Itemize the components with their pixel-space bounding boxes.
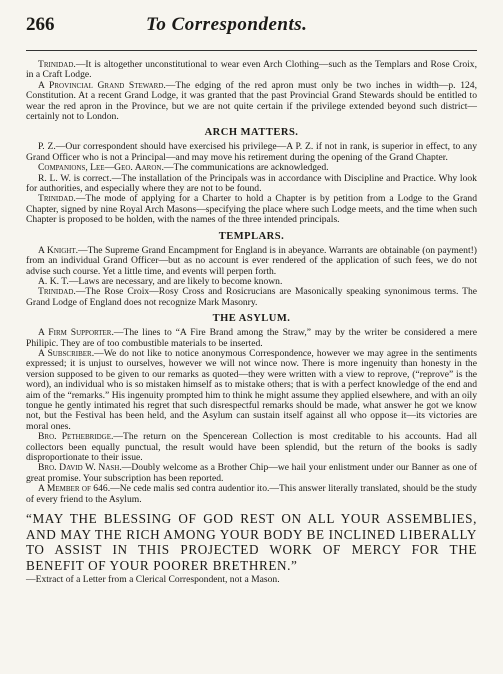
paragraph-trinidad-rosecroix: Trinidad.—The Rose Croix—Rosy Cross and Rosicrucians are Masonically speaking synonimous terms. The Grand Lodge of England does not recognize Mark Masonry.: [26, 286, 477, 308]
paragraph-knight: A Knight.—The Supreme Grand Encampment for England is in abeyance. Warrants are obtainable (on payment!) from an individual Grand Officer—but as no account is ever rendered of the application of such fees, we do not advise such course. Yet a little time, and events will perpen forth.: [26, 244, 478, 277]
paragraph-trinidad-charter: Trinidad.—The mode of applying for a Charter to hold a Chapter is by petition from a Lodge to the Grand Chapter, signed by nine Royal Arch Masons—specifying the place where such Lodge meets, and the time when such Chapter is proposed to be holden, with the names of the three intended principals.: [26, 193, 477, 226]
paragraph-akt: A. K. T.—Laws are necessary, and are likely to become known.: [38, 275, 283, 287]
page-number: 266: [26, 14, 55, 35]
paragraph-member-646: A Member of 646.—Ne cede malis sed contra audentior ito.—This answer literally translated, should be the study of every friend to the Asylum.: [26, 483, 477, 505]
running-title: To Correspondents.: [146, 14, 308, 35]
paragraph-nash: Bro. David W. Nash.—Doubly welcome as a Brother Chip—we hail your enlistment under our Banner as one of great promise. Your subscription has been reported.: [26, 462, 478, 484]
section-heading-templars: TEMPLARS.: [218, 230, 285, 242]
paragraph-rlw: R. L. W. is correct.—The installation of the Principals was in accordance with Discipline and Practice. Why look for authorities, and especially where they are not to be found.: [26, 172, 477, 195]
paragraph-subscriber: A Subscriber.—We do not like to notice anonymous Correspondence, however we may agree in the sentiments expressed; it is unjust to ourselves, however we will not wince now. There is more ingenuity than honesty in the version supposed to be given to our remarks as quoted—they were written with a view to reprove, (“reprove” is the word), an individual who is so mistaken himself as to mistake others; that is with a perfect knowledge of the end and aim of the “remarks.” His ingenuity prompted him to think he might assume they applied elsewhere, and with an oily tongue he gently intimated his regret that such disrespectful remarks should be made, what answer he got we know not, but the Festival has been held, and the Asylum can sustain itself against all who oppose it—its victories are moral ones.: [26, 347, 478, 432]
blessing-quote: “MAY THE BLESSING OF GOD REST ON ALL YOUR ASSEMBLIES, AND MAY THE RICH AMONG YOUR BODY BE INCLINED LIBERALLY TO ASSIST IN THIS PROJECTED WORK OF MERCY FOR THE BENEFIT OF YOUR POORER BRETHREN.”: [26, 511, 477, 573]
paragraph-firm-supporter: A Firm Supporter.—The lines to “A Fire Brand among the Straw,” may by the writer be considered a mere Philipic. They are of too combustible materials to be inserted.: [26, 327, 477, 349]
section-heading-asylum: THE ASYLUM.: [212, 313, 291, 325]
paragraph-trinidad-clothing: Trinidad.—It is altogether unconstitutional to wear even Arch Clothing—such as the Templars and Rose Croix, in a Craft Lodge.: [26, 59, 477, 81]
paragraph-pethebridge: Bro. Pethebridge.—The return on the Spencerean Collection is most creditable to his accounts. Had all collectors been equally punctual, the result would have been splendid, but the return of the books is sadly disproportionate to their issue.: [26, 431, 477, 463]
section-heading-arch: ARCH MATTERS.: [204, 127, 299, 139]
page-header: [26, 14, 477, 44]
paragraph-pz: P. Z.—Our correspondent should have exercised his privilege—A P. Z. if not in rank, is superior in effect, to any Grand Officer who is not a Principal—and may move his retirement during the opening of the Grand Chapter.: [26, 141, 478, 163]
quote-attribution: —Extract of a Letter from a Clerical Correspondent, not a Mason.: [26, 574, 280, 586]
paragraph-companions: Companions, Lee—Geo. Aaron.—The communications are acknowledged.: [38, 162, 329, 174]
header-rule: [26, 50, 477, 51]
paragraph-provincial-steward: A Provincial Grand Steward.—The edging of the red apron must only be two inches in width—p. 124, Constitution. At a recent Grand Lodge, it was granted that the past Provincial Grand Stewards should be entitled to wear the red apron in the Province, but we are not quite certain if the privilege extended beyond such district—certainly not to London.: [26, 79, 477, 123]
